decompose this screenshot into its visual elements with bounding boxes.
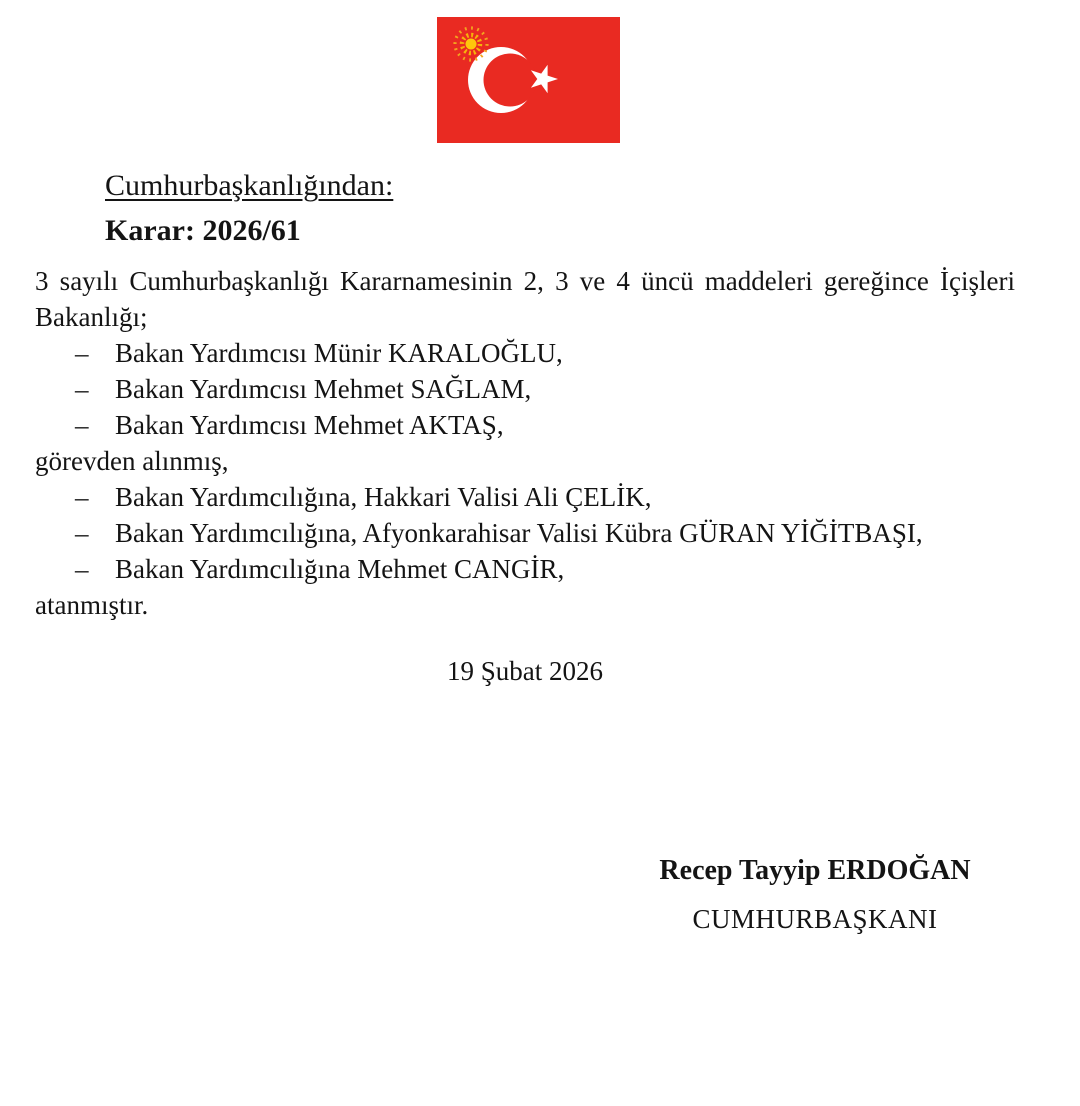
dismissed-item-text: Bakan Yardımcısı Münir KARALOĞLU, xyxy=(115,338,563,368)
appointed-item xyxy=(75,515,1015,551)
dismissed-item xyxy=(75,371,1015,407)
list-dash-icon: – xyxy=(75,554,89,584)
dismissal-note: görevden alınmış, xyxy=(35,446,229,476)
appointed-item xyxy=(75,551,1015,587)
signature-block xyxy=(615,852,1015,937)
appointed-item-text: Bakan Yardımcılığına Mehmet CANGİR, xyxy=(115,554,565,584)
dismissed-item-text: Bakan Yardımcısı Mehmet SAĞLAM, xyxy=(115,374,532,404)
list-dash-icon: – xyxy=(75,482,89,512)
appointed-item-text: Bakan Yardımcılığına, Afyonkarahisar Valisi Kübra GÜRAN YİĞİTBAŞI, xyxy=(115,518,923,548)
turkish-presidential-flag xyxy=(437,17,620,143)
intro-paragraph: 3 sayılı Cumhurbaşkanlığı Kararnamesinin 2, 3 ve 4 üncü maddeleri gereğince İçişleri Bakanlığı; xyxy=(35,266,1015,332)
dismissed-item-text: Bakan Yardımcısı Mehmet AKTAŞ, xyxy=(115,410,504,440)
dismissed-item xyxy=(75,335,1015,371)
decision-number: Karar: 2026/61 xyxy=(105,214,301,247)
list-dash-icon: – xyxy=(75,338,89,368)
issuer-heading: Cumhurbaşkanlığından: xyxy=(105,169,394,202)
list-dash-icon: – xyxy=(75,410,89,440)
dismissed-item xyxy=(75,407,1015,443)
appointment-note: atanmıştır. xyxy=(35,590,149,620)
list-dash-icon: – xyxy=(75,374,89,404)
list-dash-icon: – xyxy=(75,518,89,548)
signatory-title: CUMHURBAŞKANI xyxy=(692,904,938,934)
flag-graphic xyxy=(437,17,620,143)
decree-date: 19 Şubat 2026 xyxy=(446,656,603,686)
appointed-item-text: Bakan Yardımcılığına, Hakkari Valisi Ali ÇELİK, xyxy=(115,482,652,512)
decree-body xyxy=(35,263,1015,623)
signatory-name: Recep Tayyip ERDOĞAN xyxy=(659,855,971,886)
appointed-item xyxy=(75,479,1015,515)
